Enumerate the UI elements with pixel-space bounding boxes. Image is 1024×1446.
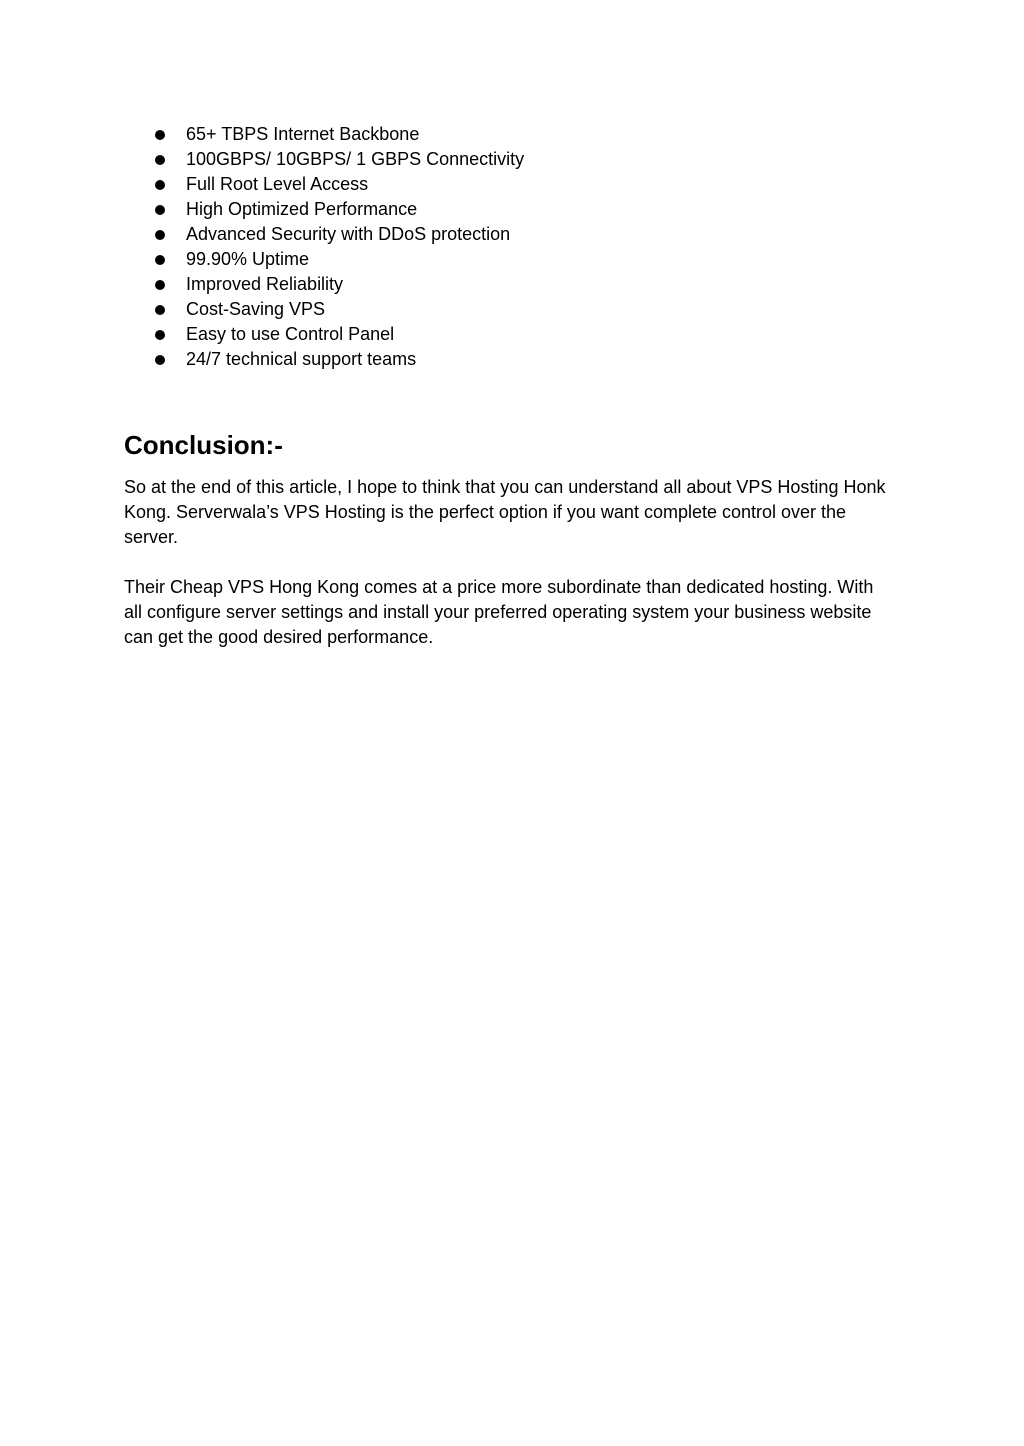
conclusion-paragraph: So at the end of this article, I hope to think that you can understand all about VPS Hosting Honk Kong. Serverwala’s VPS Hosting is the perfect option if you want complete control over the server. — [124, 477, 886, 547]
bullet-icon — [155, 330, 165, 340]
list-item — [124, 247, 524, 272]
bullet-icon — [155, 130, 165, 140]
list-item — [124, 197, 524, 222]
bullet-icon — [155, 205, 165, 215]
list-item-text: Easy to use Control Panel — [186, 324, 395, 344]
list-item — [124, 172, 524, 197]
list-item-text: 24/7 technical support teams — [186, 349, 417, 369]
bullet-icon — [155, 180, 165, 190]
list-item — [124, 222, 524, 247]
conclusion-heading: Conclusion:- — [124, 430, 283, 460]
feature-list — [124, 122, 524, 372]
list-item — [124, 272, 524, 297]
bullet-icon — [155, 230, 165, 240]
bullet-icon — [155, 255, 165, 265]
list-item — [124, 122, 524, 147]
list-item-text: High Optimized Performance — [186, 199, 418, 219]
list-item-text: Improved Reliability — [186, 274, 344, 294]
list-item-text: 65+ TBPS Internet Backbone — [186, 124, 420, 144]
list-item — [124, 147, 524, 172]
list-item-text: 100GBPS/ 10GBPS/ 1 GBPS Connectivity — [186, 149, 525, 169]
list-item-text: 99.90% Uptime — [186, 249, 310, 269]
bullet-icon — [155, 155, 165, 165]
bullet-icon — [155, 305, 165, 315]
bullet-icon — [155, 280, 165, 290]
conclusion-paragraph: Their Cheap VPS Hong Kong comes at a price more subordinate than dedicated hosting. With all configure server settings and install your preferred operating system your business website can get the good desired performance. — [124, 577, 874, 647]
bullet-icon — [155, 355, 165, 365]
list-item — [124, 322, 524, 347]
list-item-text: Full Root Level Access — [186, 174, 369, 194]
list-item — [124, 297, 524, 322]
list-item-text: Advanced Security with DDoS protection — [186, 224, 511, 244]
list-item-text: Cost-Saving VPS — [186, 299, 326, 319]
list-item — [124, 347, 524, 372]
